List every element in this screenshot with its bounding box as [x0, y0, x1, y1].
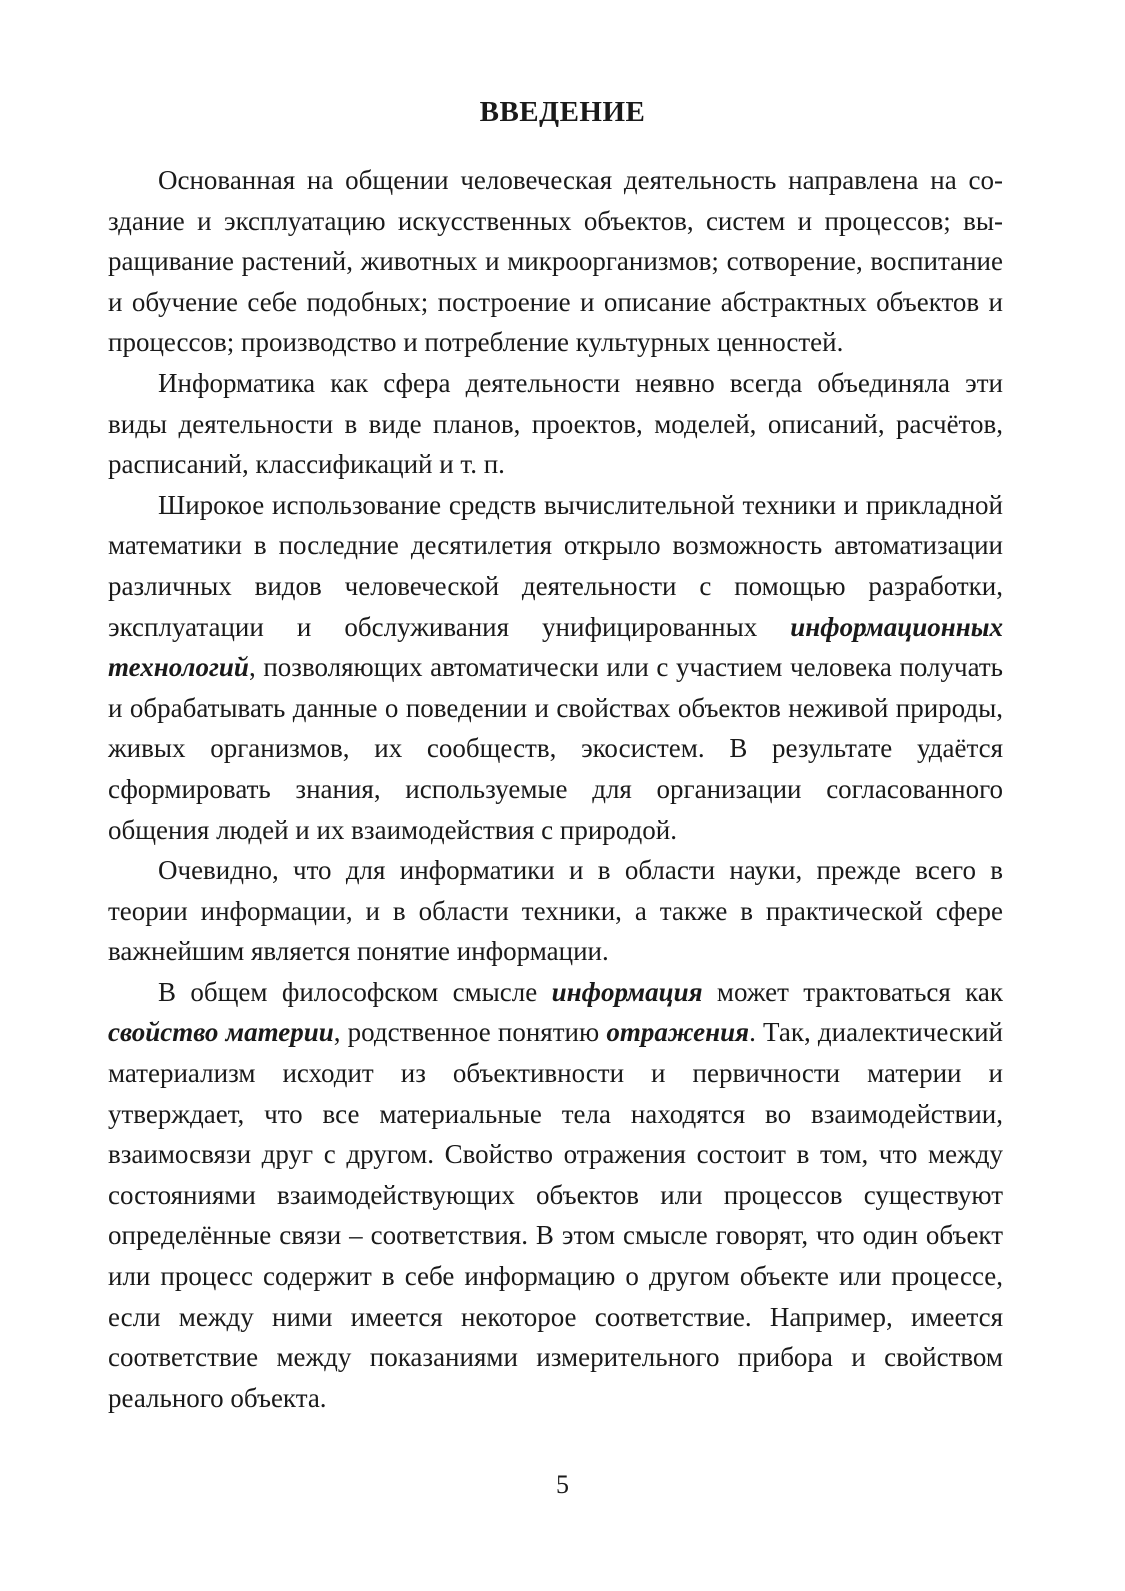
text-run: В общем философском смысле — [158, 976, 552, 1007]
emphasized-term: отражения — [606, 1017, 750, 1048]
text-run: может трактоваться как — [702, 976, 1003, 1007]
paragraph — [108, 485, 1003, 850]
text-run: , позволяющих автоматически или с участием человека получать и обрабатывать данные о поведении и свойствах объектов неживой природы, живых организмов, их сообществ, экосистем. В результате удаётся сформировать знания, используемые для организации согласованного общения людей и их взаимодействия с природой. — [108, 652, 1003, 845]
paragraph — [108, 850, 1003, 972]
text-run: Широкое использование средств вычислительной техники и прикладной математики в последние десятилетия открыло возможность автоматизации различных видов человеческой деятельности с помощью разработки, эксплуатации и обслуживания унифицированных — [108, 489, 1003, 642]
paragraph — [108, 363, 1003, 485]
page-title: ВВЕДЕНИЕ — [479, 96, 646, 128]
body-text — [108, 160, 1003, 1418]
text-run: , родственное понятию — [333, 1017, 607, 1048]
text-run: Информатика как сфера деятельности неявно всегда объединяла эти виды деятельности в виде планов, проектов, моделей, описаний, расчётов, расписаний, классификаций и т. п. — [108, 367, 1003, 480]
emphasized-term: информационных технологий — [108, 611, 1003, 683]
emphasized-term: свойство материи — [108, 1017, 334, 1048]
page-number: 5 — [556, 1470, 569, 1499]
emphasized-term: информация — [551, 976, 703, 1007]
paragraph — [108, 972, 1003, 1419]
text-run: . Так, диалектический материализм исходит из объективности и первичности материи и утверждает, что все материальные тела находятся во взаимодействии, взаимосвязи друг с другом. Свойство отражения состоит в том, что между состояниями взаимодействующих объектов или процессов существуют определённые связи – соответствия. В этом смысле говорят, что один объект или процесс содержит в себе информацию о другом объекте или процессе, если между ними имеется некоторое соответствие. Например, имеется соответствие между показаниями измерительного прибора и свойством реального объекта. — [108, 1017, 1003, 1413]
paragraph — [108, 160, 1003, 363]
text-run: Очевидно, что для информатики и в области науки, прежде всего в теории информации, и в области техники, а также в практической сфере важнейшим является понятие информации. — [108, 855, 1003, 967]
text-run: Основанная на общении человеческая деятельность направлена на создание и эксплуатацию искусственных объектов, систем и процессов; выращивание растений, животных и микроорганизмов; сотворение, воспитание и обучение себе подобных; построение и описание абстрактных объектов и процессов; производство и потребление культурных ценностей. — [108, 165, 1003, 358]
